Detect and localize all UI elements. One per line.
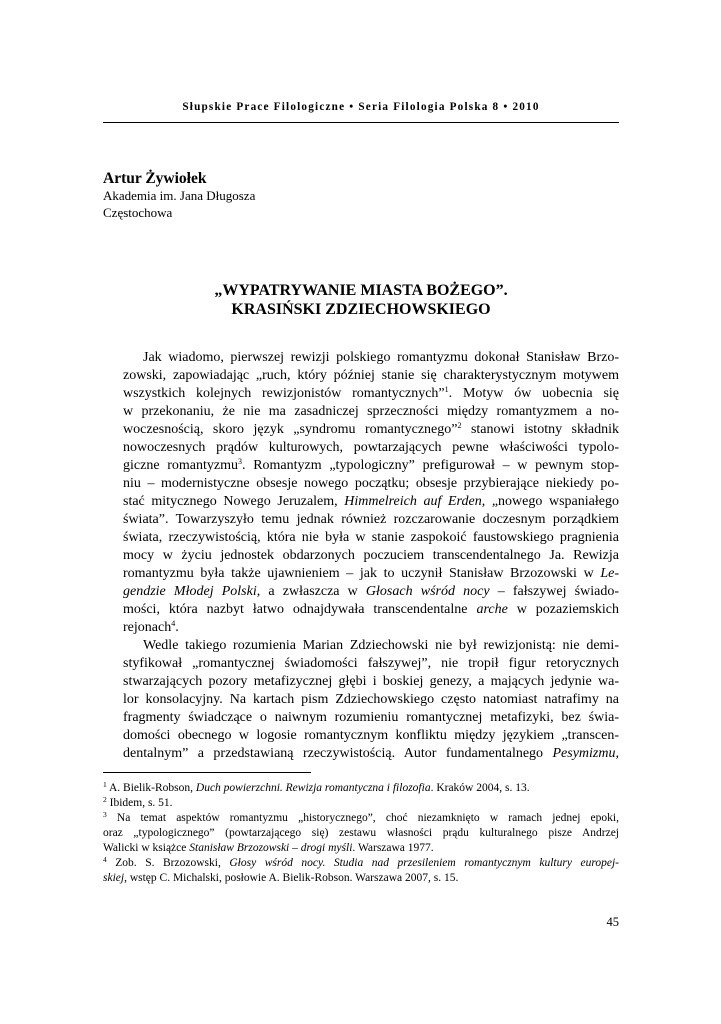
italic-text: Głosy wśród nocy. Studia nad przesileniem romantycznym kultury europej- [229, 857, 620, 869]
text-line [103, 619, 619, 637]
italic-text: gendzie Młodej Polski [123, 584, 257, 599]
text: stać mitycznego Nowego Jeruzalem, [123, 494, 345, 509]
text-line [103, 691, 619, 709]
text: giczne romantyzmu [123, 458, 238, 473]
text: fragmenty świadczące o naiwnym rozumieniu romantycznej metafizyki, bez świa- [123, 710, 619, 725]
footnote-ref[interactable]: 3 [238, 457, 242, 466]
text-line [103, 511, 619, 529]
header-rule [103, 122, 619, 123]
text-line [103, 349, 619, 367]
body-text [103, 349, 619, 763]
italic-text: Głosach wśród nocy [365, 584, 490, 599]
text: , wstęp C. Michalski, posłowie A. Bielik-Robson. Warszawa 2007, s. 15. [124, 872, 459, 884]
text: w przekonaniu, że nie ma zasadniczej sprzeczności między romantyzmem a no- [123, 404, 619, 419]
text-line [103, 493, 619, 511]
text-line [103, 475, 619, 493]
text: zowski, zapowiadając „ruch, który później stanie się charakterystycznym motywem [123, 368, 619, 383]
text: Ibidem, s. 51. [106, 797, 173, 809]
text: . Motyw ów uobecnia się [448, 386, 619, 401]
text: , „nowego wspaniałego [481, 494, 619, 509]
footnote-line [103, 780, 619, 796]
italic-text: Stanisław Brzozowski – drogi myśli [189, 842, 353, 854]
footnote-number: 3 [103, 810, 107, 819]
text-line [103, 547, 619, 565]
text-line [103, 601, 619, 619]
text: niu – modernistyczne obsesje nowego początku; obsesje przybierające niekiedy po- [123, 476, 619, 491]
text: Wedle takiego rozumienia Marian Zdziechowski nie był rewizjonistą: nie demi- [143, 638, 619, 653]
text: lor konsolacyjny. Na kartach pism Zdziechowskiego często natomiast natrafimy na [123, 692, 619, 707]
footnote-line [103, 841, 619, 856]
text-line [103, 367, 619, 385]
footnote-line [103, 795, 619, 811]
text-line [103, 709, 619, 727]
text: . Kraków 2004, s. 13. [430, 782, 530, 794]
text: mocy w życiu jednostek obdarzonych poczuciem transcendentalnego Ja. Rewizja [123, 548, 619, 563]
text: dentalnym” a przedstawianą rzeczywistością. Autor fundamentalnego [123, 746, 553, 761]
footnote-ref[interactable]: 1 [444, 385, 449, 394]
footnote-line [103, 810, 619, 826]
italic-text: Himmelreich auf Erden [344, 494, 482, 509]
text: stwarzających pozory metafizycznej głębi i boskiej genezy, a mających jedynie wa- [123, 674, 619, 689]
text-line [103, 439, 619, 457]
italic-text: arche [476, 602, 508, 617]
article-title [103, 281, 619, 319]
text: świata”. Towarzyszyło temu jednak również rozczarowanie doczesnym porządkiem [123, 512, 619, 527]
text-line [103, 457, 619, 475]
text-line [103, 673, 619, 691]
text-line [103, 421, 619, 439]
text: stanowi istotny składnik [461, 422, 619, 437]
text: , a zwłaszcza w [256, 584, 366, 599]
footnote-line [103, 826, 619, 841]
italic-text: Pesymizmu, [552, 746, 619, 761]
text: styfikował „romantycznej świadomości fałszywej”, nie tropił figur retorycznych [123, 656, 619, 671]
text: w pozaziemskich [507, 602, 619, 617]
text: woczesnością, skoro język „syndromu romantycznego” [123, 422, 458, 437]
text: Jak wiadomo, pierwszej rewizji polskiego romantyzmu dokonał Stanisław Brzo- [143, 350, 619, 365]
text-line [103, 583, 619, 601]
footnote-line [103, 871, 619, 886]
paragraph-2 [103, 637, 619, 763]
text: romantyzmu była także ujawnieniem – jak to uczynił Stanisław Brzozowski w [123, 566, 601, 581]
text-line [103, 385, 619, 403]
text-line [103, 655, 619, 673]
text: rejonach [123, 620, 172, 635]
footnote-ref[interactable]: 2 [457, 421, 462, 430]
footnote-rule [103, 772, 311, 773]
footnote-number: 1 [103, 780, 107, 789]
text: oraz „typologicznego” (powtarzającego się) zestawu własności prądu kulturalnego pisze Andrzej [103, 827, 619, 839]
text-line [103, 403, 619, 421]
title-line-1: „WYPATRYWANIE MIASTA BOŻEGO”. [214, 282, 508, 299]
footnote-1 [103, 781, 619, 796]
running-head: Słupskie Prace Filologiczne • Seria Filologia Polska 8 • 2010 [182, 101, 540, 113]
page-number: 45 [606, 915, 619, 929]
text: nowoczesnych prądów kulturowych, powtarzających pewne właściwości typolo- [123, 440, 619, 455]
text-line [103, 727, 619, 745]
italic-text: skiej [103, 872, 125, 884]
text: wszystkich kolejnych rewizjonistów romantycznych” [123, 386, 445, 401]
author-affiliation: Akademia im. Jana Długosza [103, 188, 256, 203]
title-line-2: KRASIŃSKI ZDZIECHOWSKIEGO [231, 301, 491, 318]
footnote-number: 2 [103, 795, 107, 804]
text-line [103, 637, 619, 655]
footnote-number: 4 [103, 855, 107, 864]
text: – fałszywej świado- [489, 584, 619, 599]
text: Na temat aspektów romantyzmu „historycznego”, choć niezamknięto w ramach jednej epoki, [106, 812, 619, 824]
author-city: Częstochowa [103, 205, 173, 220]
footnote-ref[interactable]: 4 [171, 619, 176, 628]
footnote-3 [103, 811, 619, 856]
text: świata, rzeczywistością, która nie była w stanie zaspokoić faustowskiego pragnienia [123, 530, 619, 545]
footnote-2 [103, 796, 619, 811]
text-line [103, 565, 619, 583]
author-name: Artur Żywiołek [103, 170, 207, 187]
text: . Romantyzm „typologiczny” prefigurował – w pewnym stop- [242, 458, 619, 473]
text: mości, która nazbyt łatwo odnajdywała transcendentalne [123, 602, 477, 617]
italic-text: Le- [600, 566, 619, 581]
text: Zob. S. Brzozowski, [106, 857, 230, 869]
text: domości obecnego w logosie romantycznym konfliktu między językiem „transcen- [123, 728, 619, 743]
text: . [175, 620, 179, 635]
author-block [103, 170, 619, 221]
italic-text: Duch powierzchni. Rewizja romantyczna i filozofia [195, 782, 431, 794]
paragraph-1 [103, 349, 619, 637]
text: A. Bielik-Robson, [106, 782, 196, 794]
text: . Warszawa 1977. [352, 842, 434, 854]
footnotes [103, 781, 619, 886]
footnote-line [103, 855, 620, 871]
footnote-4 [103, 856, 619, 886]
text: Walicki w książce [103, 842, 190, 854]
text-line [103, 745, 619, 763]
text-line [103, 529, 619, 547]
